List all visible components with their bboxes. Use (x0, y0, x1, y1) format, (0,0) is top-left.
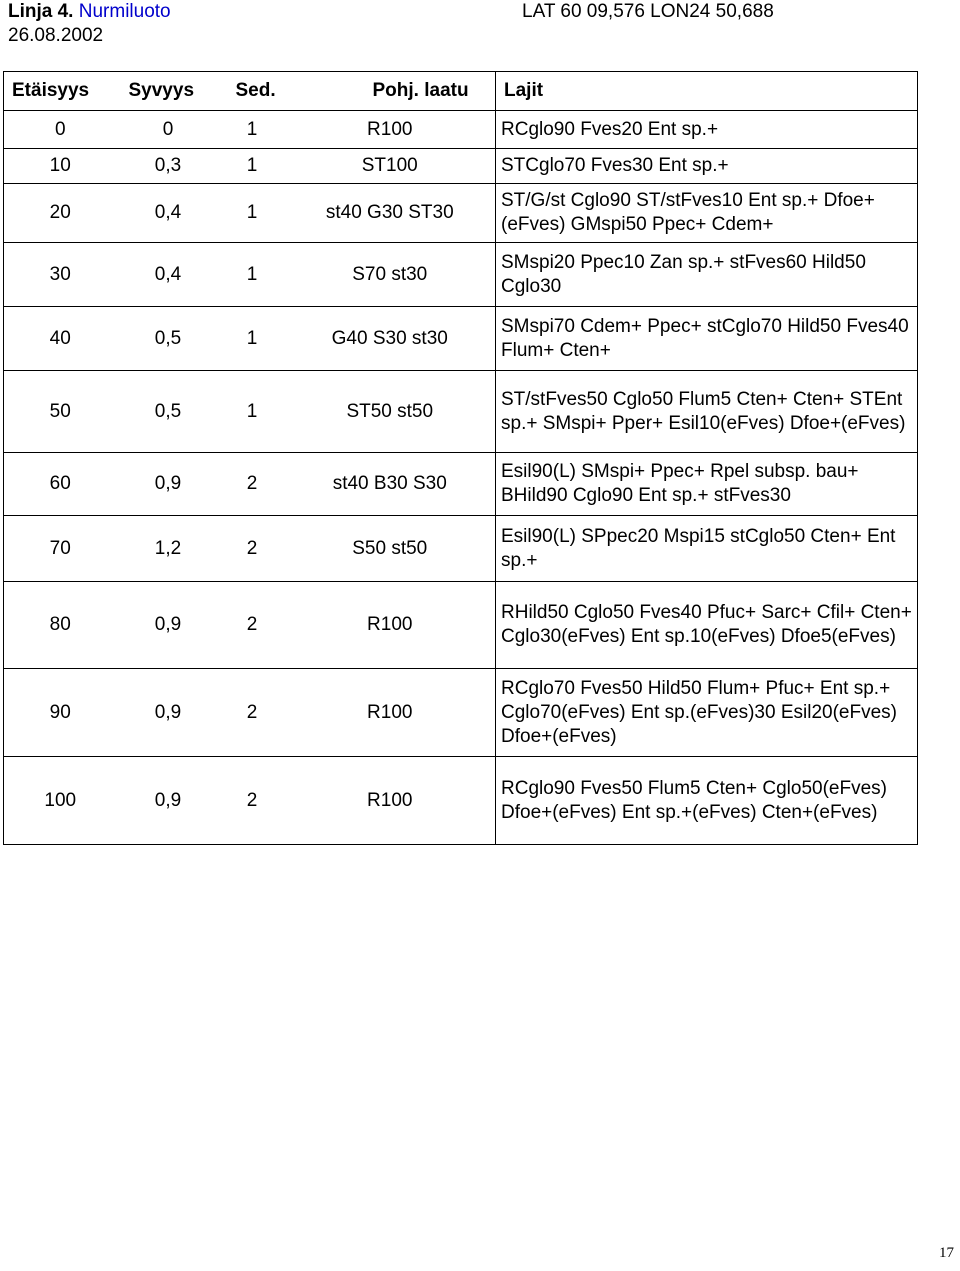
distance-cell: 80 (4, 582, 117, 669)
bottom-quality-cell: R100 (285, 111, 496, 149)
distance-cell: 40 (4, 307, 117, 371)
species-cell: SMspi70 Cdem+ Ppec+ stCglo70 Hild50 Fves40 Flum+ Cten+ (496, 307, 918, 371)
distance-cell: 10 (4, 149, 117, 184)
depth-cell: 0,9 (117, 669, 220, 757)
sediment-cell: 2 (220, 582, 285, 669)
table-row (4, 307, 918, 371)
species-cell: RCglo90 Fves50 Flum5 Cten+ Cglo50(eFves) Dfoe+(eFves) Ent sp.+(eFves) Cten+(eFves) (496, 757, 918, 845)
species-cell: Esil90(L) SMspi+ Ppec+ Rpel subsp. bau+ BHild90 Cglo90 Ent sp.+ stFves30 (496, 453, 918, 516)
sediment-cell: 1 (220, 371, 285, 453)
sediment-cell: 1 (220, 307, 285, 371)
table-row (4, 149, 918, 184)
bottom-quality-cell: st40 B30 S30 (285, 453, 496, 516)
species-cell: ST/G/st Cglo90 ST/stFves10 Ent sp.+ Dfoe+(eFves) GMspi50 Ppec+ Cdem+ (496, 184, 918, 243)
bottom-quality-cell: S70 st30 (285, 243, 496, 307)
depth-cell: 0,9 (117, 453, 220, 516)
depth-cell: 1,2 (117, 516, 220, 582)
header-distance: Etäisyys (4, 72, 117, 111)
bottom-quality-cell: ST100 (285, 149, 496, 184)
bottom-quality-cell: ST50 st50 (285, 371, 496, 453)
table-row (4, 757, 918, 845)
table-header-row (4, 72, 918, 111)
distance-cell: 90 (4, 669, 117, 757)
place-name: Nurmiluoto (78, 1, 171, 22)
depth-cell: 0,5 (117, 371, 220, 453)
survey-date: 26.08.2002 (8, 25, 104, 46)
table-row (4, 669, 918, 757)
species-cell: RHild50 Cglo50 Fves40 Pfuc+ Sarc+ Cfil+ Cten+ Cglo30(eFves) Ent sp.10(eFves) Dfoe5(eFves) (496, 582, 918, 669)
species-cell: STCglo70 Fves30 Ent sp.+ (496, 149, 918, 184)
depth-cell: 0,4 (117, 243, 220, 307)
distance-cell: 70 (4, 516, 117, 582)
header-depth: Syvyys (117, 72, 220, 111)
bottom-quality-cell: R100 (285, 582, 496, 669)
header-bottom-quality: Pohj. laatu (285, 72, 496, 111)
table-row (4, 184, 918, 243)
depth-cell: 0 (117, 111, 220, 149)
bottom-quality-cell: R100 (285, 669, 496, 757)
survey-table (3, 71, 918, 845)
depth-cell: 0,5 (117, 307, 220, 371)
bottom-quality-cell: st40 G30 ST30 (285, 184, 496, 243)
depth-cell: 0,9 (117, 582, 220, 669)
table-row (4, 371, 918, 453)
sediment-cell: 2 (220, 516, 285, 582)
distance-cell: 60 (4, 453, 117, 516)
species-cell: Esil90(L) SPpec20 Mspi15 stCglo50 Cten+ Ent sp.+ (496, 516, 918, 582)
sediment-cell: 2 (220, 669, 285, 757)
header-species: Lajit (496, 72, 918, 111)
distance-cell: 100 (4, 757, 117, 845)
table-row (4, 516, 918, 582)
line-title (8, 0, 171, 24)
coordinates: LAT 60 09,576 LON24 50,688 (522, 1, 774, 22)
bottom-quality-cell: G40 S30 st30 (285, 307, 496, 371)
bottom-quality-cell: R100 (285, 757, 496, 845)
document-header (8, 0, 908, 50)
header-sediment: Sed. (220, 72, 285, 111)
line-label: Linja 4. (8, 1, 74, 22)
distance-cell: 50 (4, 371, 117, 453)
survey-table-body (4, 111, 918, 845)
sediment-cell: 1 (220, 184, 285, 243)
depth-cell: 0,3 (117, 149, 220, 184)
table-row (4, 453, 918, 516)
table-row (4, 111, 918, 149)
species-cell: RCglo70 Fves50 Hild50 Flum+ Pfuc+ Ent sp.+ Cglo70(eFves) Ent sp.(eFves)30 Esil20(eFves) Dfoe+(eFves) (496, 669, 918, 757)
sediment-cell: 1 (220, 149, 285, 184)
depth-cell: 0,4 (117, 184, 220, 243)
distance-cell: 20 (4, 184, 117, 243)
species-cell: RCglo90 Fves20 Ent sp.+ (496, 111, 918, 149)
table-row (4, 243, 918, 307)
sediment-cell: 2 (220, 757, 285, 845)
page-number: 17 (939, 1245, 954, 1261)
sediment-cell: 1 (220, 243, 285, 307)
sediment-cell: 1 (220, 111, 285, 149)
bottom-quality-cell: S50 st50 (285, 516, 496, 582)
distance-cell: 0 (4, 111, 117, 149)
table-row (4, 582, 918, 669)
species-cell: SMspi20 Ppec10 Zan sp.+ stFves60 Hild50 Cglo30 (496, 243, 918, 307)
distance-cell: 30 (4, 243, 117, 307)
depth-cell: 0,9 (117, 757, 220, 845)
sediment-cell: 2 (220, 453, 285, 516)
species-cell: ST/stFves50 Cglo50 Flum5 Cten+ Cten+ STEnt sp.+ SMspi+ Pper+ Esil10(eFves) Dfoe+(eFves) (496, 371, 918, 453)
